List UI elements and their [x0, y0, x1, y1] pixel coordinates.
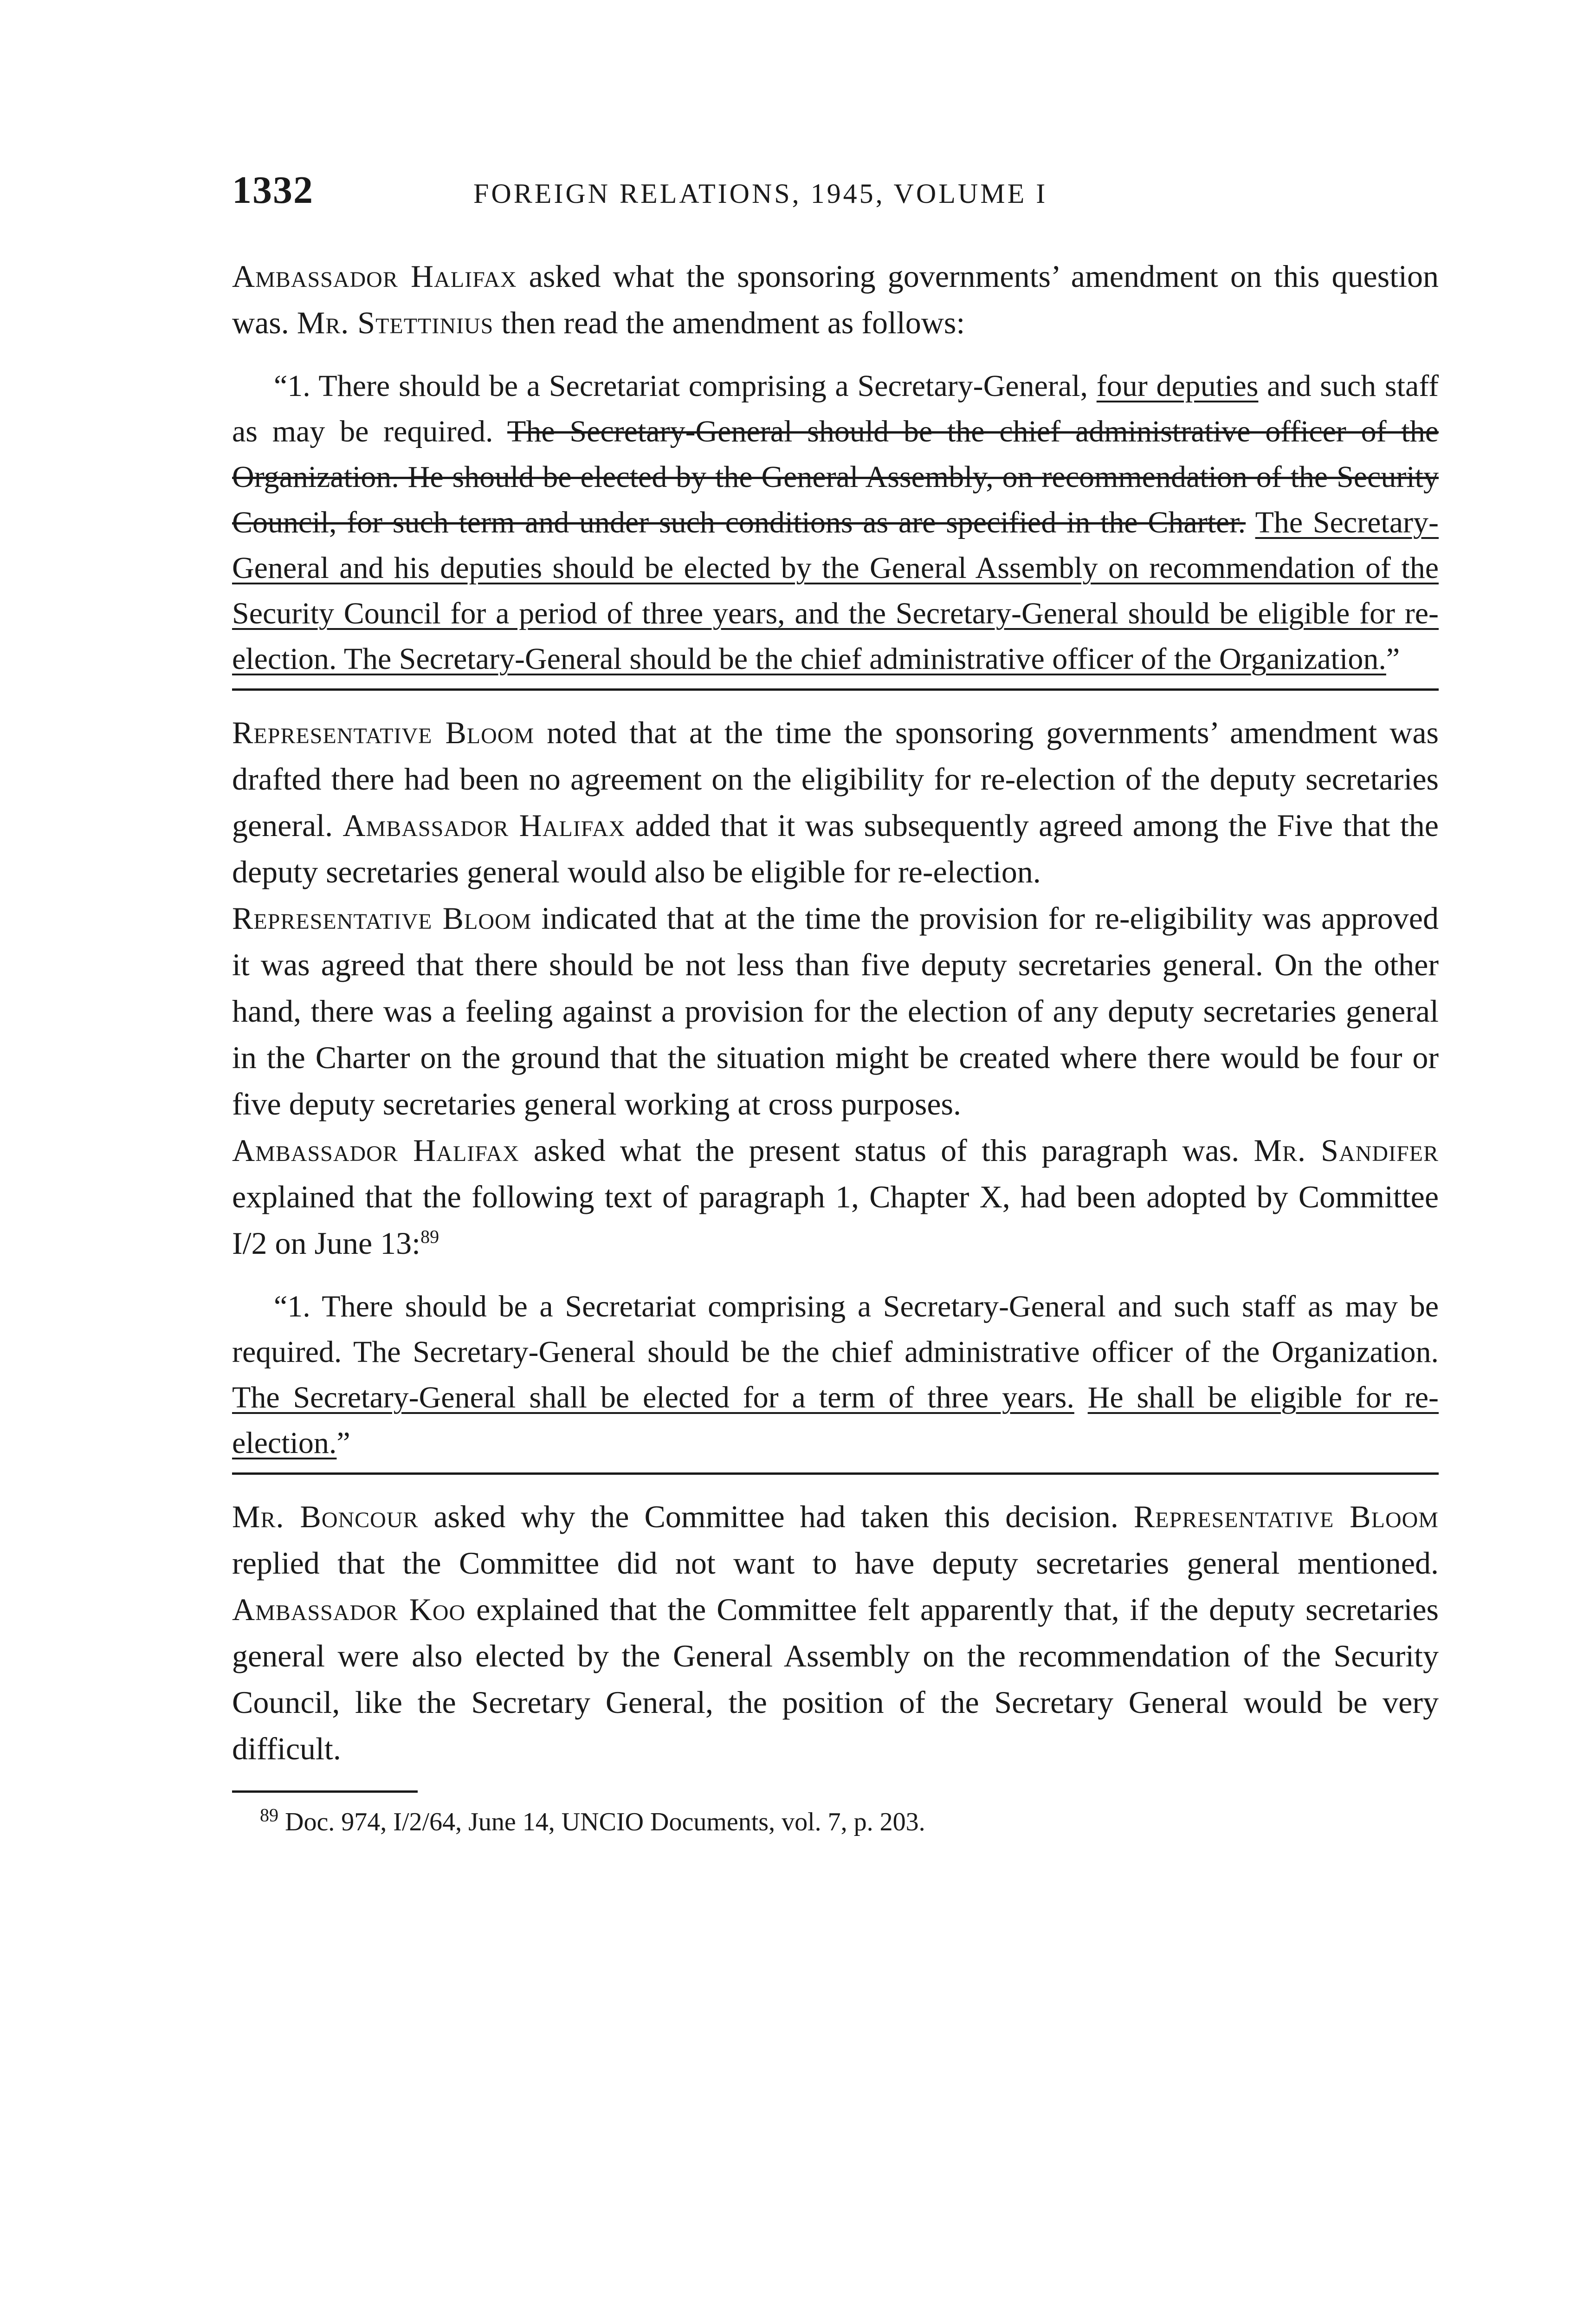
underlined-insertion: The Secretary-General and his deputies should be elected by the General Assembly on recommendation of the Security Council for a period of three years, and the Secretary-General should be eligible for re-election. The Secretary-General should be the chief administrative officer of the Organization. [232, 506, 1439, 676]
speaker-name: Representative Bloom [232, 715, 535, 750]
quote-segment: ” [1386, 642, 1400, 676]
quote-segment: “1. There should be a Secretariat comprising a Secretary-General and such staff as may be required. The Secretary-General should be the chief administrative officer of the Organization. [232, 1290, 1439, 1369]
quote-text [232, 1284, 1439, 1466]
speaker-name: Mr. Boncour [232, 1499, 419, 1534]
paragraph-5 [232, 1493, 1439, 1772]
quote-segment: and such staff as may be required. [232, 369, 1439, 448]
paragraph-1 [232, 253, 1439, 346]
quoted-amendment [232, 363, 1439, 691]
paragraph-text: asked why the Committee had taken this decision. [418, 1499, 1134, 1534]
speaker-name: Representative Bloom [232, 901, 532, 936]
quote-text [232, 363, 1439, 682]
paragraph-2 [232, 709, 1439, 895]
footnote-text: Doc. 974, I/2/64, June 14, UNCIO Documents, vol. 7, p. 203. [278, 1808, 925, 1836]
speaker-name: Mr. Sandifer [1254, 1133, 1439, 1168]
footnote-reference: 89 [420, 1226, 439, 1247]
speaker-name: Ambassador Halifax [342, 808, 626, 843]
paragraph-text: explained that the following text of paragraph 1, Chapter X, had been adopted by Committee I/2 on June 13: [232, 1179, 1439, 1261]
quote-segment: “1. There should be a Secretariat comprising a Secretary-General, [274, 369, 1097, 403]
paragraph-text: asked what the present status of this paragraph was. [519, 1133, 1254, 1168]
quote-segment: ” [336, 1426, 350, 1460]
quoted-committee-text [232, 1284, 1439, 1475]
paragraph-text: explained that the Committee felt apparently that, if the deputy secretaries general were also elected by the General Assembly on the recommendation of the Security Council, like the Secretary General, the position of the Secretary General would be very difficult. [232, 1592, 1439, 1766]
footnote [260, 1801, 1439, 1843]
paragraph-text: indicated that at the time the provision for re-eligibility was approved it was agreed that there should be not less than five deputy secretaries general. On the other hand, there was a feeling against a provision for the election of any deputy secretaries general in the Charter on the ground that the situation might be created where there would be four or five deputy secretaries general working at cross purposes. [232, 901, 1439, 1122]
page-number: 1332 [232, 169, 314, 212]
document-page [232, 167, 1439, 1843]
paragraph-text: replied that the Committee did not want to have deputy secretaries general mentioned. [232, 1545, 1439, 1581]
speaker-name: Ambassador Koo [232, 1592, 466, 1627]
paragraph-text: noted that at the time the sponsoring governments’ amendment was drafted there had been no agreement on the eligibility for re-election of the deputy secretaries general. [232, 715, 1439, 843]
footnote-marker: 89 [260, 1804, 278, 1826]
running-title: FOREIGN RELATIONS, 1945, VOLUME I [473, 178, 1048, 209]
quote-segment [1074, 1381, 1088, 1414]
page-header [232, 167, 1439, 227]
quote-segment [1246, 506, 1255, 539]
speaker-name: Ambassador Halifax [232, 259, 517, 294]
speaker-name: Representative Bloom [1133, 1499, 1439, 1534]
paragraph-text: added that it was subsequently agreed among the Five that the deputy secretaries general would also be eligible for re-election. [232, 808, 1439, 889]
paragraph-4 [232, 1127, 1439, 1266]
underlined-insertion: four deputies [1096, 369, 1259, 403]
struck-text: The Secretary-General should be the chief administrative officer of the Organization. He should be elected by the General Assembly, on recommendation of the Security Council, for such term and under such conditions as are specified in the Charter. [232, 415, 1439, 539]
footnote-divider [232, 1790, 418, 1793]
paragraph-text: asked what the sponsoring governments’ amendment on this question was. [232, 259, 1439, 340]
speaker-name: Ambassador Halifax [232, 1133, 519, 1168]
underlined-insertion: The Secretary-General shall be elected for a term of three years. [232, 1381, 1074, 1414]
speaker-name: Mr. Stettinius [297, 305, 494, 340]
paragraph-3 [232, 895, 1439, 1127]
paragraph-text: then read the amendment as follows: [493, 305, 965, 340]
underlined-insertion: He shall be eligible for re-election. [232, 1381, 1439, 1460]
